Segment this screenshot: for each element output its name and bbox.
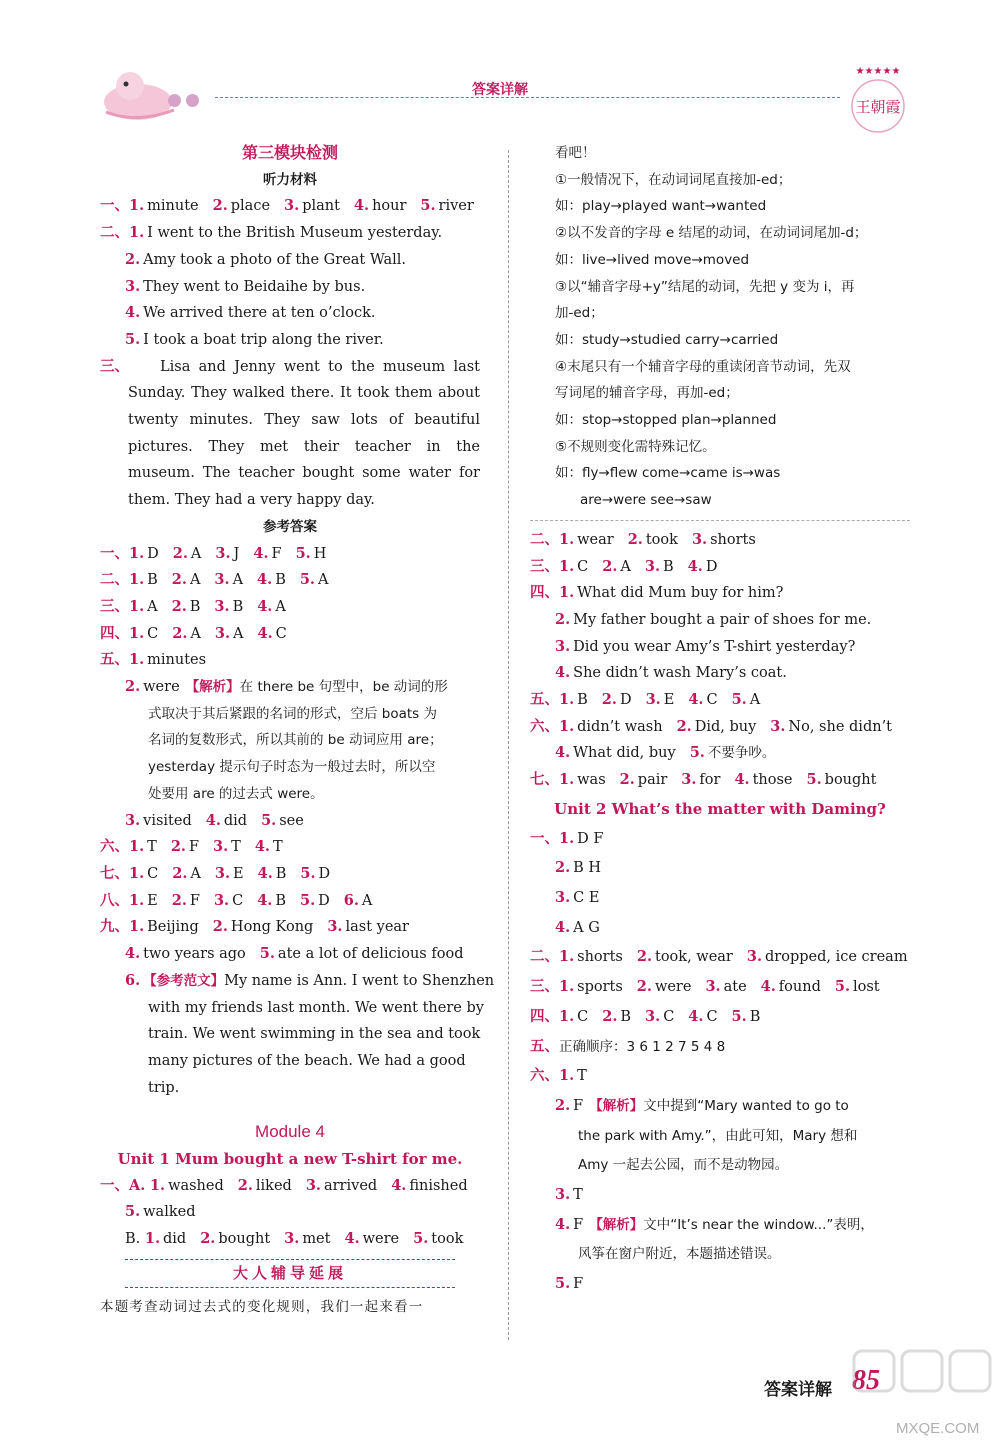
answer-9-6: 6. 【参考范文】My name is Ann. I went to Shenzhen (125, 971, 495, 989)
extension-line: 如：live→lived move→moved (555, 251, 750, 268)
essay-line: trip. (148, 1079, 180, 1096)
svg-text:★★★★★: ★★★★★ (855, 66, 901, 77)
extension-line: 如：fly→flew come→came is→was (555, 465, 781, 482)
analysis-line: 风筝在窗户附近，本题描述错误。 (578, 1246, 781, 1263)
list-item: 5. walked (125, 1203, 196, 1221)
analysis-line: yesterday 提示句子时态为一般过去时，所以空 (148, 759, 436, 776)
list-item: 2. My father bought a pair of shoes for me. (555, 610, 872, 628)
module-title: Module 4 (255, 1122, 325, 1142)
extension-line: 看吧！ (555, 145, 596, 161)
list-item: 3. C E (555, 888, 600, 906)
essay-line: with my friends last month. We went there by (148, 999, 484, 1016)
listening-passage: Lisa and Jenny went to the museum last Sunday. They walked there. It took them about twenty minutes. They saw lots of beautiful pictures. They met their teacher in the museum. The teacher bought some water for them. They had a very happy day. (128, 358, 480, 509)
listening-part-2: 二、1. I went to the British Museum yesterday. (100, 224, 443, 242)
answer-r2: 二、1. wear 2. took 3. shorts (530, 530, 756, 548)
list-item: 4. We arrived there at ten o’clock. (125, 304, 376, 322)
answer-r3: 三、1. C 2. A 3. B 4. D (530, 557, 718, 575)
extension-line: are→were see→saw (580, 492, 712, 509)
answer-5: 五、1. minutes (100, 651, 207, 669)
unit1-part-B: B. 1. did 2. bought 3. met 4. were 5. took (125, 1230, 464, 1248)
extension-line: 如：play→played want→wanted (555, 198, 767, 215)
footer-label: 答案详解 (764, 1380, 832, 1400)
answer-9: 九、1. Beijing 2. Hong Kong 3. last year (100, 918, 409, 936)
answer-3: 三、1. A 2. B 3. B 4. A (100, 597, 286, 615)
answer-5-2: 2. were 【解析】在 there be 句型中，be 动词的形 (125, 678, 448, 696)
analysis-tag: 【解析】 (185, 679, 240, 696)
extension-line: 如：study→studied carry→carried (555, 331, 779, 348)
extension-heading: 大人辅导延展 (125, 1259, 455, 1288)
list-item: 3. Did you wear Amy’s T-shirt yesterday? (555, 637, 856, 655)
unit-1-title: Unit 1 Mum bought a new T-shirt for me. (117, 1150, 463, 1169)
answer-2: 二、1. B 2. A 3. A 4. B 5. A (100, 571, 329, 589)
extension-line: 写词尾的辅音字母，再加-ed； (555, 385, 739, 402)
list-item: 2. B H (555, 859, 602, 877)
list-item: 3. They went to Beidaihe by bus. (125, 277, 366, 295)
answer-7: 七、1. C 2. A 3. E 4. B 5. D (100, 864, 331, 882)
listening-part-3: 三、 Lisa and Jenny went to the museum last Sunday. They walked there. It took them about twenty minutes. They saw lots of beautiful pictures. They met their teacher in the museum. The teacher bought some water for them. They had a very happy day. (100, 357, 480, 509)
list-item: 5. I took a boat trip along the river. (125, 330, 384, 348)
answer-r6: 六、1. didn’t wash 2. Did, buy 3. No, she didn’t (530, 717, 893, 735)
answer-4: 四、1. C 2. A 3. A 4. C (100, 624, 287, 642)
extension-line: ④末尾只有一个辅音字母的重读闭音节动词，先双 (555, 358, 851, 375)
page-number: 85 (852, 1365, 880, 1396)
answer-6: 六、1. T 2. F 3. T 4. T (100, 838, 283, 856)
analysis-tag: 【解析】 (589, 1216, 644, 1233)
extension-line: 加-ed； (555, 305, 604, 322)
answer-5-3: 3. visited 4. did 5. see (125, 811, 304, 829)
answer-9-4: 4. two years ago 5. ate a lot of delicious food (125, 945, 464, 963)
extension-line: 如：stop→stopped plan→planned (555, 412, 777, 429)
analysis-line: Amy 一起去公园，而不是动物园。 (578, 1157, 789, 1174)
header-dots (168, 92, 204, 111)
unit2-6-4: 4. F 【解析】文中“It’s near the window...”表明， (555, 1215, 874, 1233)
list-item: 4. A G (555, 918, 600, 936)
answer-r7: 七、1. was 2. pair 3. for 4. those 5. bought (530, 771, 877, 789)
answer-r4: 四、1. What did Mum buy for him? (530, 584, 784, 602)
list-item: 2. Amy took a photo of the Great Wall. (125, 250, 407, 268)
unit2-6-5: 5. F (555, 1275, 584, 1293)
unit2-part-2: 二、1. shorts 2. took, wear 3. dropped, ice cream (530, 948, 908, 966)
analysis-line: 处要用 are 的过去式 were。 (148, 785, 324, 802)
svg-text:王朝霞: 王朝霞 (855, 98, 901, 116)
analysis-line: 名词的复数形式，所以其前的 be 动词应用 are； (148, 732, 443, 749)
extension-line: ③以“辅音字母+y”结尾的动词，先把 y 变为 i，再 (555, 278, 855, 295)
analysis-line: the park with Amy.”，由此可知，Mary 想和 (578, 1127, 858, 1144)
header-title: 答案详解 (472, 82, 528, 98)
analysis-tag: 【解析】 (589, 1097, 644, 1114)
left-column (100, 140, 495, 1320)
answer-r5: 五、1. B 2. D 3. E 4. C 5. A (530, 691, 761, 709)
listening-title: 听力材料 (263, 171, 317, 188)
unit-2-title: Unit 2 What’s the matter with Daming? (554, 799, 886, 818)
section-title: 第三模块检测 (241, 143, 338, 162)
list-item: 4. She didn’t wash Mary’s coat. (555, 664, 787, 682)
publisher-logo (838, 60, 918, 140)
essay-line: many pictures of the beach. We had a good (148, 1052, 466, 1069)
list-item: 4. What did, buy 5. 不要争吵。 (555, 744, 776, 762)
unit2-part-4: 四、1. C 2. B 3. C 4. C 5. B (530, 1007, 761, 1025)
listening-part-1: 一、1. minute 2. place 3. plant 4. hour 5. river (100, 197, 474, 215)
extension-line: ①一般情况下，在动词词尾直接加-ed； (555, 171, 792, 188)
right-column (530, 140, 910, 1298)
unit2-part-6: 六、1. T (530, 1067, 587, 1085)
unit2-6-3: 3. T (555, 1186, 583, 1204)
watermark-text: MXQE.COM (896, 1420, 980, 1437)
separator (530, 520, 910, 521)
extension-line: ②以不发音的字母 e 结尾的动词，在动词词尾加-d； (555, 225, 868, 242)
extension-text: 本题考查动词过去式的变化规则，我们一起来看一 (100, 1298, 424, 1315)
sample-essay-tag: 【参考范文】 (143, 972, 225, 989)
unit2-part-5: 五、正确顺序：3 6 1 2 7 5 4 8 (530, 1037, 726, 1055)
unit1-part-A: 一、A. 1. washed 2. liked 3. arrived 4. finished (100, 1176, 468, 1194)
essay-line: train. We went swimming in the sea and took (148, 1026, 481, 1043)
extension-line: ⑤不规则变化需特殊记忆。 (555, 438, 716, 455)
answers-title: 参考答案 (263, 518, 317, 535)
answer-8: 八、1. E 2. F 3. C 4. B 5. D 6. A (100, 891, 373, 909)
unit2-6-2: 2. F 【解析】文中提到“Mary wanted to go to (555, 1096, 849, 1114)
analysis-line: 式取决于其后紧跟的名词的形式，空后 boats 为 (148, 705, 438, 722)
unit2-part-3: 三、1. sports 2. were 3. ate 4. found 5. lost (530, 978, 880, 996)
column-divider (508, 150, 509, 1340)
answer-1: 一、1. D 2. A 3. J 4. F 5. H (100, 544, 327, 562)
unit2-part-1: 一、1. D F (530, 829, 604, 847)
